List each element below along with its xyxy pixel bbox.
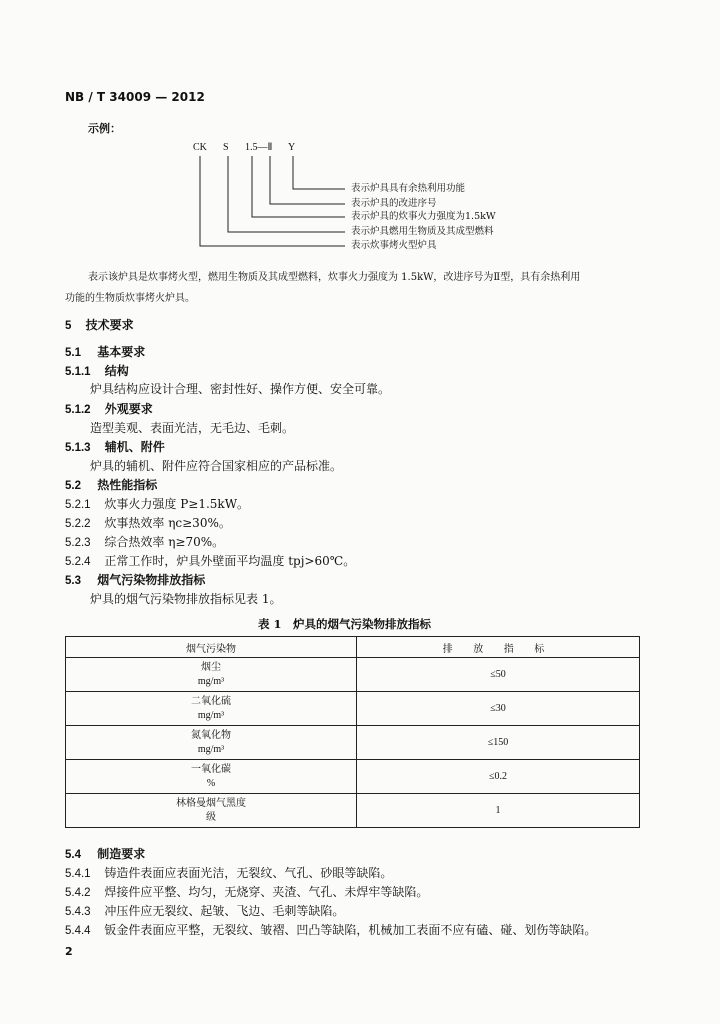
clause-5-4-1 xyxy=(65,864,392,881)
code-part-ck: CK xyxy=(193,142,207,153)
pollutant-unit: mg/m³ xyxy=(197,709,225,721)
clause-number: 5.4.4 xyxy=(65,925,91,937)
table-cell-limit: ≤150 xyxy=(357,726,640,760)
table-row xyxy=(66,726,640,760)
pollutant-name: 烟尘 xyxy=(201,661,221,673)
table-cell-pollutant xyxy=(66,692,357,726)
section-title: 烟气污染物排放指标 xyxy=(97,573,206,587)
section-title: 基本要求 xyxy=(97,345,146,359)
pollutant-unit: % xyxy=(206,777,216,789)
code-part-power: 1.5—Ⅱ xyxy=(245,142,273,153)
clause-5-2-4 xyxy=(65,552,355,569)
table-header-row xyxy=(66,637,640,658)
page-number: 2 xyxy=(65,945,73,958)
example-label-2: 表示炉具的改进序号 xyxy=(351,198,437,209)
section-5-1-2-body: 造型美观、表面光洁，无毛边、毛刺。 xyxy=(90,421,295,435)
pollutant-name: 一氧化碳 xyxy=(191,763,231,775)
clause-5-2-2 xyxy=(65,514,231,531)
clause-number: 5.4.1 xyxy=(65,868,91,880)
example-explanation-line2: 功能的生物质炊事烤火炉具。 xyxy=(65,293,195,304)
table-cell-pollutant xyxy=(66,760,357,794)
section-number: 5.1.1 xyxy=(65,366,91,378)
pollution-table xyxy=(65,636,640,828)
table-cell-pollutant xyxy=(66,658,357,692)
pollutant-name: 氮氧化物 xyxy=(191,729,231,741)
pollutant-name: 二氧化硫 xyxy=(191,695,231,707)
clause-text: 炊事火力强度 P≥1.5kW。 xyxy=(104,497,250,511)
section-5-3-heading xyxy=(65,571,205,588)
table-cell-pollutant xyxy=(66,726,357,760)
clause-text: 综合热效率 η≥70%。 xyxy=(104,535,225,549)
pollutant-name: 林格曼烟气黑度 xyxy=(176,797,246,809)
clause-number: 5.2.4 xyxy=(65,556,91,568)
clause-5-2-3 xyxy=(65,533,224,550)
table-1-caption: 表 1 炉具的烟气污染物排放指标 xyxy=(258,617,432,631)
table-cell-limit: 1 xyxy=(357,794,640,828)
clause-text: 焊接件应平整、均匀，无烧穿、夹渣、气孔、未焊牢等缺陷。 xyxy=(104,885,429,899)
section-number: 5.4 xyxy=(65,849,81,861)
section-title: 辅机、附件 xyxy=(104,440,165,454)
section-number: 5.1.3 xyxy=(65,442,91,454)
clause-text: 冲压件应无裂纹、起皱、飞边、毛刺等缺陷。 xyxy=(104,904,345,918)
clause-text: 正常工作时，炉具外壁面平均温度 tpj>60℃。 xyxy=(104,554,356,568)
table-cell-limit: ≤50 xyxy=(357,658,640,692)
clause-5-4-2 xyxy=(65,883,428,900)
example-label-3: 表示炉具的炊事火力强度为1.5kW xyxy=(351,211,496,222)
example-label-5: 表示炊事烤火型炉具 xyxy=(351,240,437,251)
example-label-1: 表示炉具具有余热利用功能 xyxy=(351,183,466,194)
section-5-1-3-heading xyxy=(65,438,165,455)
section-title: 外观要求 xyxy=(104,402,153,416)
section-5-heading xyxy=(65,316,134,333)
table-row xyxy=(66,692,640,726)
table-header-pollutant: 烟气污染物 xyxy=(66,637,357,658)
clause-number: 5.2.3 xyxy=(65,537,91,549)
standard-code: NB / T 34009 — 2012 xyxy=(65,90,205,104)
table-header-limit: 排 放 指 标 xyxy=(357,637,640,658)
table-row xyxy=(66,658,640,692)
section-5-1-1-body: 炉具结构应设计合理、密封性好、操作方便、安全可靠。 xyxy=(90,382,391,396)
example-heading: 示例： xyxy=(88,122,121,135)
clause-text: 钣金件表面应平整，无裂纹、皱褶、凹凸等缺陷，机械加工表面不应有磕、碰、划伤等缺陷。 xyxy=(104,923,597,937)
clause-number: 5.2.1 xyxy=(65,499,91,511)
clause-number: 5.4.2 xyxy=(65,887,91,899)
clause-5-4-3 xyxy=(65,902,344,919)
section-title: 热性能指标 xyxy=(97,478,158,492)
section-number: 5.1.2 xyxy=(65,404,91,416)
clause-5-2-1 xyxy=(65,495,249,512)
section-title: 制造要求 xyxy=(97,847,146,861)
clause-text: 炊事热效率 ηc≥30%。 xyxy=(104,516,231,530)
section-5-3-body: 炉具的烟气污染物排放指标见表 1。 xyxy=(90,592,282,606)
code-part-s: S xyxy=(223,142,229,153)
section-number: 5 xyxy=(65,320,72,332)
clause-text: 铸造件表面应表面光洁，无裂纹、气孔、砂眼等缺陷。 xyxy=(104,866,393,880)
section-number: 5.1 xyxy=(65,347,81,359)
clause-number: 5.4.3 xyxy=(65,906,91,918)
example-explanation-line1: 表示该炉具是炊事烤火型，燃用生物质及其成型燃料，炊事火力强度为 1.5kW，改进序号为Ⅱ型，具有余热利用 xyxy=(88,272,581,283)
table-cell-limit: ≤0.2 xyxy=(357,760,640,794)
code-part-y: Y xyxy=(288,142,296,153)
section-number: 5.3 xyxy=(65,575,81,587)
example-label-4: 表示炉具燃用生物质及其成型燃料 xyxy=(351,226,494,237)
section-5-1-1-heading xyxy=(65,362,129,379)
clause-number: 5.2.2 xyxy=(65,518,91,530)
pollutant-unit: mg/m³ xyxy=(197,743,225,755)
section-5-1-heading xyxy=(65,343,145,360)
section-title: 结构 xyxy=(104,364,129,378)
pollutant-unit: mg/m³ xyxy=(197,675,225,687)
section-5-1-2-heading xyxy=(65,400,153,417)
section-5-2-heading xyxy=(65,476,157,493)
table-row xyxy=(66,760,640,794)
section-title: 技术要求 xyxy=(85,318,134,332)
table-row xyxy=(66,794,640,828)
clause-5-4-4 xyxy=(65,921,596,938)
section-number: 5.2 xyxy=(65,480,81,492)
table-cell-pollutant xyxy=(66,794,357,828)
section-5-1-3-body: 炉具的辅机、附件应符合国家相应的产品标准。 xyxy=(90,459,343,473)
pollutant-unit: 级 xyxy=(206,811,216,823)
section-5-4-heading xyxy=(65,845,145,862)
table-cell-limit: ≤30 xyxy=(357,692,640,726)
